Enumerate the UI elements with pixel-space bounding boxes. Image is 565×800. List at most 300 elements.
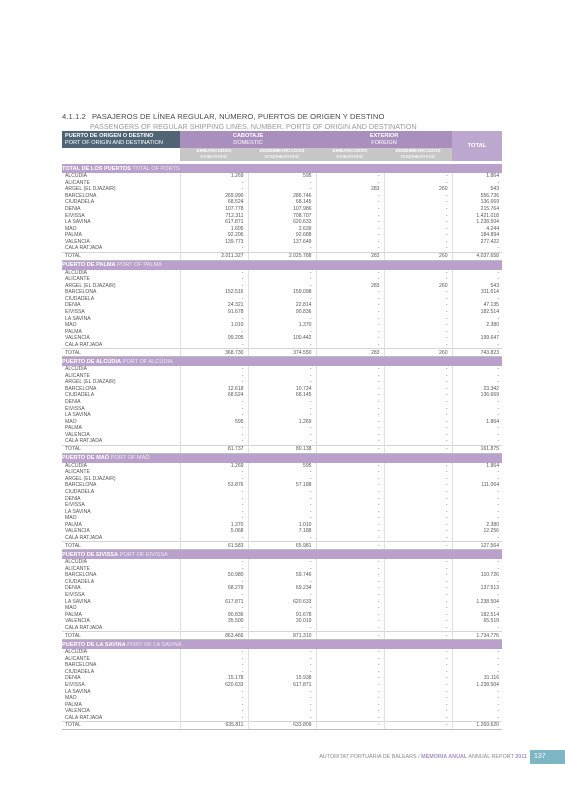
- exterior-disembarked-cell: -: [384, 329, 452, 336]
- exterior-embarked-cell: -: [316, 212, 384, 219]
- section-title: [62, 357, 502, 367]
- cabotaje-embarked-cell: 1.010: [180, 322, 248, 329]
- total-cell: 136.669: [480, 392, 500, 399]
- exterior-embarked-cell: -: [316, 662, 384, 669]
- table-row: [62, 199, 502, 206]
- table-row: [62, 618, 502, 625]
- section-title-en: PORT OF PALMA: [117, 262, 162, 269]
- exterior-disembarked-cell: -: [384, 572, 452, 579]
- subheader-cab-disembarked: [248, 148, 316, 161]
- table-row: [62, 379, 502, 386]
- exterior-embarked-cell: -: [316, 682, 384, 689]
- page-footer: [319, 754, 527, 760]
- port-cell: BARCELONA: [62, 662, 180, 669]
- subheader-cab-emb-en: EMBARKED: [200, 154, 228, 160]
- section-header: [62, 164, 502, 173]
- cabotaje-embarked-cell: 99.205: [180, 335, 248, 342]
- table-row: [62, 276, 502, 283]
- exterior-disembarked-cell: -: [384, 412, 452, 419]
- port-cell: TOTAL: [62, 722, 180, 730]
- table-subtitle-text: PASSENGERS OF REGULAR SHIPPING LINES, NUMBER, PORTS OF ORIGIN AND DESTINATION: [89, 122, 417, 131]
- total-cell: -: [497, 502, 500, 509]
- cabotaje-embarked-cell: -: [180, 708, 248, 715]
- exterior-disembarked-cell: -: [384, 373, 452, 380]
- port-cell: VALENCIA: [62, 239, 180, 246]
- cabotaje-embarked-cell: -: [180, 625, 248, 632]
- footer-report-en: ANNUAL REPORT: [468, 754, 514, 760]
- exterior-embarked-cell: -: [316, 675, 384, 682]
- header-blank: [62, 148, 180, 161]
- port-cell: TOTAL: [62, 632, 180, 640]
- exterior-disembarked-cell: -: [384, 239, 452, 246]
- table-row: [62, 373, 502, 380]
- exterior-embarked-cell: -: [316, 392, 384, 399]
- exterior-disembarked-cell: -: [384, 695, 452, 702]
- cabotaje-embarked-cell: 712.311: [180, 212, 248, 219]
- table-row: [62, 302, 502, 309]
- cabotaje-embarked-cell: -: [180, 695, 248, 702]
- cabotaje-disembarked-cell: 595: [248, 173, 316, 180]
- port-cell: DENIA: [62, 675, 180, 682]
- total-cell: 2.380: [486, 521, 500, 528]
- port-cell: CALA RATJADA: [62, 438, 180, 445]
- total-cell: -: [497, 701, 500, 708]
- table-row: [62, 515, 502, 522]
- table-row: [62, 566, 502, 573]
- cabotaje-embarked-cell: -: [180, 502, 248, 509]
- subheader-ext-disembarked: [384, 148, 452, 161]
- exterior-embarked-cell: -: [316, 632, 384, 640]
- exterior-disembarked-cell: -: [384, 605, 452, 612]
- cabotaje-disembarked-cell: 68.145: [248, 392, 316, 399]
- cabotaje-embarked-cell: -: [180, 579, 248, 586]
- port-cell: MAÓ: [62, 515, 180, 522]
- cabotaje-disembarked-cell: -: [248, 669, 316, 676]
- cabotaje-embarked-cell: -: [180, 662, 248, 669]
- exterior-embarked-cell: -: [316, 528, 384, 535]
- table-row: [62, 322, 502, 329]
- exterior-embarked-cell: -: [316, 335, 384, 342]
- cabotaje-disembarked-cell: -: [248, 342, 316, 349]
- cabotaje-disembarked-cell: -: [248, 406, 316, 413]
- port-cell: ALICANTE: [62, 373, 180, 380]
- port-cell: ALCÚDIA: [62, 270, 180, 277]
- table-row: [62, 219, 502, 226]
- table-row: [62, 399, 502, 406]
- cabotaje-embarked-cell: 35.500: [180, 618, 248, 625]
- footer-report-es: MEMORIA ANUAL: [421, 754, 468, 760]
- table-row: [62, 392, 502, 399]
- total-cell: -: [497, 624, 500, 631]
- exterior-embarked-cell: -: [316, 438, 384, 445]
- cabotaje-embarked-cell: 1.605: [180, 226, 248, 233]
- exterior-disembarked-cell: -: [384, 522, 452, 529]
- section-title-en: PORT OF MAÓ: [110, 455, 150, 462]
- port-cell: ALCÚDIA: [62, 463, 180, 470]
- table-row: [62, 715, 502, 722]
- exterior-embarked-cell: -: [316, 379, 384, 386]
- total-cell: -: [497, 475, 500, 482]
- total-cell: -: [497, 495, 500, 502]
- cabotaje-embarked-cell: -: [180, 535, 248, 542]
- total-cell: -: [497, 179, 500, 186]
- table-row: [62, 528, 502, 535]
- table-row: [62, 412, 502, 419]
- exterior-disembarked-cell: -: [384, 675, 452, 682]
- cabotaje-embarked-cell: 1.269: [180, 173, 248, 180]
- subheader-cab-des-es: DESEMBARCADOS: [259, 148, 305, 154]
- exterior-disembarked-cell: -: [384, 180, 452, 187]
- passengers-table: [62, 131, 502, 730]
- total-cell: -: [497, 714, 500, 721]
- port-cell: EIVISSA: [62, 212, 180, 219]
- table-row: [62, 193, 502, 200]
- exterior-embarked-cell: -: [316, 329, 384, 336]
- port-cell: DENIA: [62, 206, 180, 213]
- cabotaje-embarked-cell: 68.279: [180, 585, 248, 592]
- cabotaje-disembarked-cell: -: [248, 509, 316, 516]
- table-row: [62, 206, 502, 213]
- section-title-en: PORT OF EIVISSA: [119, 551, 168, 558]
- cabotaje-disembarked-cell: 15.938: [248, 675, 316, 682]
- total-cell: 1.269.620: [452, 722, 502, 730]
- cabotaje-embarked-cell: -: [180, 438, 248, 445]
- table-row: [62, 432, 502, 439]
- cabotaje-embarked-cell: 617.871: [180, 599, 248, 606]
- exterior-embarked-cell: -: [316, 482, 384, 489]
- exterior-embarked-cell: -: [316, 425, 384, 432]
- cabotaje-disembarked-cell: -: [248, 186, 316, 193]
- cabotaje-disembarked-cell: 1.269: [248, 419, 316, 426]
- exterior-disembarked-cell: -: [384, 708, 452, 715]
- cabotaje-disembarked-cell: -: [248, 702, 316, 709]
- table-title-es: PASAJEROS DE LÍNEA REGULAR, NÚMERO, PUERTOS DE ORIGEN Y DESTINO: [91, 112, 385, 121]
- exterior-disembarked-cell: -: [384, 270, 452, 277]
- port-cell: TOTAL: [62, 252, 180, 260]
- cabotaje-disembarked-cell: 80.138: [248, 445, 316, 453]
- exterior-disembarked-cell: -: [384, 612, 452, 619]
- total-cell: -: [497, 425, 500, 432]
- table-row: [62, 605, 502, 612]
- port-cell: CIUDADELA: [62, 199, 180, 206]
- port-cell: CALA RATJADA: [62, 625, 180, 632]
- exterior-disembarked-cell: -: [384, 309, 452, 316]
- exterior-disembarked-cell: -: [384, 386, 452, 393]
- subheader-cab-embarked: [180, 148, 248, 161]
- exterior-disembarked-cell: -: [384, 419, 452, 426]
- header-cabotaje-en: DOMESTIC: [233, 139, 263, 146]
- total-row: [62, 632, 502, 640]
- total-cell: 4.244: [486, 225, 500, 232]
- footer-year: 2011: [515, 754, 527, 760]
- port-cell: DENIA: [62, 495, 180, 502]
- exterior-disembarked-cell: -: [384, 379, 452, 386]
- table-row: [62, 476, 502, 483]
- total-cell: -: [497, 515, 500, 522]
- cabotaje-disembarked-cell: 10.724: [248, 386, 316, 393]
- total-cell: -: [497, 649, 500, 656]
- section-title: [62, 453, 502, 463]
- cabotaje-embarked-cell: -: [180, 688, 248, 695]
- section-header: [62, 357, 502, 367]
- cabotaje-embarked-cell: -: [180, 489, 248, 496]
- header-exterior: [316, 131, 452, 148]
- header-origin: [62, 131, 180, 148]
- exterior-embarked-cell: -: [316, 309, 384, 316]
- exterior-disembarked-cell: -: [384, 515, 452, 522]
- footer-org: AUTORITAT PORTUÀRIA DE BALEARS: [319, 754, 417, 760]
- exterior-disembarked-cell: -: [384, 302, 452, 309]
- cabotaje-embarked-cell: 81.737: [180, 445, 248, 453]
- cabotaje-disembarked-cell: -: [248, 695, 316, 702]
- exterior-embarked-cell: -: [316, 708, 384, 715]
- exterior-embarked-cell: -: [316, 722, 384, 730]
- total-cell: -: [497, 438, 500, 445]
- header-row-sub: [62, 148, 502, 161]
- total-cell: 182.514: [480, 611, 500, 618]
- port-cell: MAÓ: [62, 419, 180, 426]
- exterior-disembarked-cell: -: [384, 406, 452, 413]
- port-cell: CALA RATJADA: [62, 342, 180, 349]
- port-cell: CIUDADELA: [62, 669, 180, 676]
- table-body: [62, 131, 502, 729]
- table-row: [62, 342, 502, 349]
- total-cell: 23.342: [483, 385, 500, 392]
- exterior-embarked-cell: -: [316, 572, 384, 579]
- total-row: [62, 445, 502, 453]
- exterior-embarked-cell: -: [316, 276, 384, 283]
- cabotaje-disembarked-cell: -: [248, 425, 316, 432]
- cabotaje-embarked-cell: -: [180, 283, 248, 290]
- exterior-disembarked-cell: -: [384, 566, 452, 573]
- exterior-disembarked-cell: -: [384, 316, 452, 323]
- header-origin-en: PORT OF ORIGIN AND DESTINATION: [65, 139, 163, 146]
- cabotaje-disembarked-cell: 2.025.788: [248, 252, 316, 260]
- cabotaje-embarked-cell: -: [180, 412, 248, 419]
- exterior-embarked-cell: -: [316, 502, 384, 509]
- total-cell: 1.864: [486, 173, 500, 180]
- exterior-disembarked-cell: -: [384, 509, 452, 516]
- exterior-disembarked-cell: -: [384, 232, 452, 239]
- table-row: [62, 366, 502, 373]
- cabotaje-disembarked-cell: -: [248, 438, 316, 445]
- cabotaje-embarked-cell: -: [180, 366, 248, 373]
- subheader-ext-emb-es: EMBARCADOS: [332, 148, 368, 154]
- total-cell: 311.614: [480, 289, 500, 296]
- port-cell: PALMA: [62, 425, 180, 432]
- exterior-embarked-cell: -: [316, 542, 384, 550]
- cabotaje-disembarked-cell: -: [248, 432, 316, 439]
- total-cell: -: [497, 668, 500, 675]
- exterior-embarked-cell: -: [316, 366, 384, 373]
- port-cell: PALMA: [62, 329, 180, 336]
- section-title-es: PUERTO DE LA SAVINA: [62, 641, 126, 648]
- exterior-embarked-cell: -: [316, 559, 384, 566]
- port-cell: TOTAL: [62, 445, 180, 453]
- cabotaje-disembarked-cell: -: [248, 566, 316, 573]
- section-header: [62, 453, 502, 463]
- cabotaje-embarked-cell: 92.206: [180, 232, 248, 239]
- port-cell: CIUDADELA: [62, 392, 180, 399]
- port-cell: DENIA: [62, 585, 180, 592]
- section-title-es: PUERTO DE ALCÚDIA: [62, 358, 122, 365]
- port-cell: ALICANTE: [62, 180, 180, 187]
- cabotaje-disembarked-cell: -: [248, 399, 316, 406]
- port-cell: BARCELONA: [62, 572, 180, 579]
- total-cell: 215.764: [480, 205, 500, 212]
- cabotaje-embarked-cell: 90.836: [180, 612, 248, 619]
- total-cell: 1.238.504: [476, 681, 500, 688]
- table-row: [62, 649, 502, 656]
- cabotaje-embarked-cell: -: [180, 342, 248, 349]
- section-title: [62, 260, 502, 270]
- exterior-disembarked-cell: -: [384, 559, 452, 566]
- cabotaje-embarked-cell: -: [180, 245, 248, 252]
- cabotaje-embarked-cell: 107.778: [180, 206, 248, 213]
- total-cell: 31.116: [483, 675, 500, 682]
- exterior-embarked-cell: -: [316, 469, 384, 476]
- table-row: [62, 438, 502, 445]
- cabotaje-disembarked-cell: -: [248, 495, 316, 502]
- cabotaje-embarked-cell: -: [180, 186, 248, 193]
- port-cell: ARGEL (EL DJAZAIR): [62, 283, 180, 290]
- table-row: [62, 662, 502, 669]
- cabotaje-embarked-cell: 617.871: [180, 219, 248, 226]
- port-cell: VALENCIA: [62, 618, 180, 625]
- subheader-ext-emb-en: EMBARKED: [336, 154, 364, 160]
- cabotaje-disembarked-cell: 871.310: [248, 632, 316, 640]
- exterior-embarked-cell: -: [316, 495, 384, 502]
- cabotaje-embarked-cell: 24.321: [180, 302, 248, 309]
- exterior-embarked-cell: -: [316, 270, 384, 277]
- cabotaje-embarked-cell: 5.068: [180, 528, 248, 535]
- cabotaje-disembarked-cell: 92.688: [248, 232, 316, 239]
- total-cell: -: [497, 366, 500, 373]
- table-row: [62, 212, 502, 219]
- port-cell: PALMA: [62, 232, 180, 239]
- exterior-disembarked-cell: -: [384, 528, 452, 535]
- exterior-disembarked-cell: -: [384, 212, 452, 219]
- cabotaje-embarked-cell: -: [180, 180, 248, 187]
- cabotaje-disembarked-cell: 620.633: [248, 219, 316, 226]
- subheader-ext-des-es: DESEMBARCADOS: [395, 148, 441, 154]
- exterior-embarked-cell: -: [316, 605, 384, 612]
- exterior-embarked-cell: -: [316, 406, 384, 413]
- table-row: [62, 585, 502, 592]
- cabotaje-disembarked-cell: -: [248, 329, 316, 336]
- port-cell: LA SAVINA: [62, 219, 180, 226]
- total-cell: -: [497, 592, 500, 599]
- cabotaje-embarked-cell: 68.524: [180, 392, 248, 399]
- table-row: [62, 309, 502, 316]
- table-row: [62, 463, 502, 470]
- table-row: [62, 509, 502, 516]
- exterior-disembarked-cell: -: [384, 618, 452, 625]
- port-cell: ALCÚDIA: [62, 649, 180, 656]
- cabotaje-disembarked-cell: -: [248, 605, 316, 612]
- cabotaje-embarked-cell: 139.773: [180, 239, 248, 246]
- table-row: [62, 419, 502, 426]
- table-row: [62, 329, 502, 336]
- exterior-disembarked-cell: -: [384, 445, 452, 453]
- table-number: 4.1.1.2: [62, 112, 86, 121]
- port-cell: MAÓ: [62, 322, 180, 329]
- cabotaje-disembarked-cell: 620.633: [248, 599, 316, 606]
- cabotaje-disembarked-cell: 2.639: [248, 226, 316, 233]
- cabotaje-disembarked-cell: -: [248, 276, 316, 283]
- cabotaje-disembarked-cell: -: [248, 270, 316, 277]
- total-cell: 277.422: [480, 238, 500, 245]
- cabotaje-embarked-cell: 15.178: [180, 675, 248, 682]
- section-title: [62, 640, 502, 650]
- exterior-disembarked-cell: -: [384, 425, 452, 432]
- port-cell: LA SAVINA: [62, 509, 180, 516]
- table-title: [62, 112, 502, 121]
- exterior-disembarked-cell: -: [384, 226, 452, 233]
- port-cell: VALENCIA: [62, 335, 180, 342]
- exterior-embarked-cell: -: [316, 219, 384, 226]
- exterior-embarked-cell: -: [316, 522, 384, 529]
- exterior-embarked-cell: -: [316, 618, 384, 625]
- exterior-embarked-cell: -: [316, 412, 384, 419]
- cabotaje-embarked-cell: -: [180, 379, 248, 386]
- table-row: [62, 572, 502, 579]
- cabotaje-embarked-cell: 12.618: [180, 386, 248, 393]
- cabotaje-disembarked-cell: 59.746: [248, 572, 316, 579]
- table-row: [62, 482, 502, 489]
- section-header: [62, 550, 502, 560]
- cabotaje-disembarked-cell: 90.836: [248, 309, 316, 316]
- cabotaje-embarked-cell: -: [180, 592, 248, 599]
- cabotaje-disembarked-cell: 1.010: [248, 522, 316, 529]
- cabotaje-disembarked-cell: 286.746: [248, 193, 316, 200]
- cabotaje-disembarked-cell: 374.550: [248, 349, 316, 357]
- port-cell: EIVISSA: [62, 592, 180, 599]
- port-cell: PALMA: [62, 702, 180, 709]
- total-cell: 4.037.658: [452, 252, 502, 260]
- cabotaje-disembarked-cell: 65.981: [248, 542, 316, 550]
- cabotaje-disembarked-cell: -: [248, 283, 316, 290]
- total-cell: 1.421.018: [476, 212, 500, 219]
- section-title-en: PORT OF LA SAVINA: [127, 641, 182, 648]
- cabotaje-embarked-cell: -: [180, 373, 248, 380]
- header-total: TOTAL: [452, 131, 502, 161]
- exterior-embarked-cell: -: [316, 656, 384, 663]
- exterior-embarked-cell: -: [316, 445, 384, 453]
- exterior-disembarked-cell: -: [384, 399, 452, 406]
- port-cell: MAÓ: [62, 226, 180, 233]
- total-cell: -: [497, 695, 500, 702]
- cabotaje-embarked-cell: -: [180, 702, 248, 709]
- total-cell: -: [497, 276, 500, 283]
- port-cell: BARCELONA: [62, 386, 180, 393]
- table-row: [62, 579, 502, 586]
- cabotaje-disembarked-cell: -: [248, 559, 316, 566]
- exterior-disembarked-cell: -: [384, 649, 452, 656]
- cabotaje-embarked-cell: -: [180, 649, 248, 656]
- cabotaje-disembarked-cell: -: [248, 592, 316, 599]
- total-cell: 743.823: [452, 349, 502, 357]
- cabotaje-embarked-cell: -: [180, 296, 248, 303]
- cabotaje-disembarked-cell: 137.649: [248, 239, 316, 246]
- cabotaje-disembarked-cell: -: [248, 476, 316, 483]
- port-cell: DENIA: [62, 302, 180, 309]
- table-row: [62, 688, 502, 695]
- cabotaje-disembarked-cell: 91.678: [248, 612, 316, 619]
- port-cell: ARGEL (EL DJAZAIR): [62, 476, 180, 483]
- cabotaje-disembarked-cell: -: [248, 373, 316, 380]
- exterior-disembarked-cell: -: [384, 662, 452, 669]
